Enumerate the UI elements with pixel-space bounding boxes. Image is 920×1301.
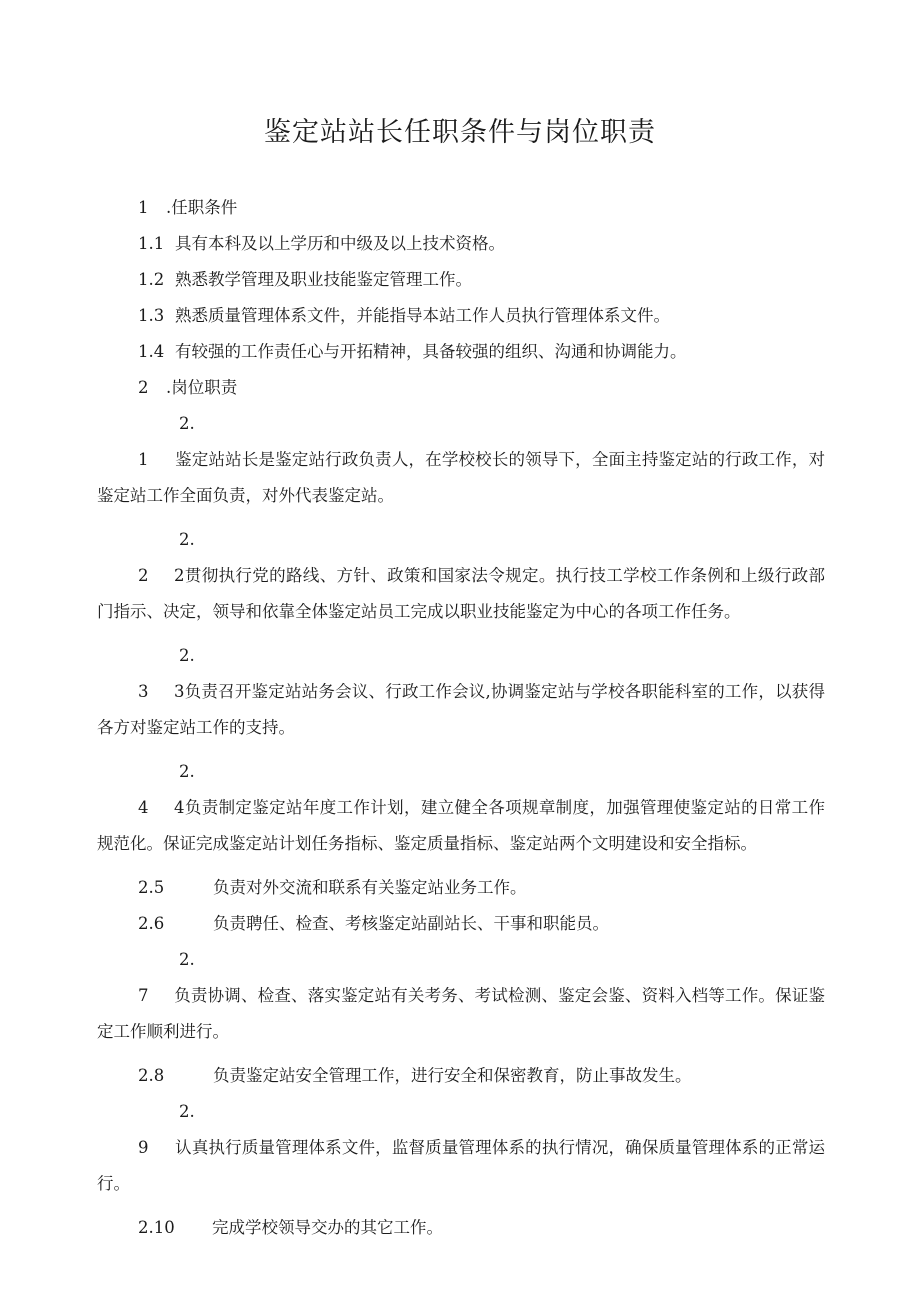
item-text: 4负责制定鉴定站年度工作计划，建立健全各项规章制度，加强管理使鉴定站的日常工作规范化。保证完成鉴定站计划任务指标、鉴定质量指标、鉴定站两个文明建设和安全指标。: [97, 798, 825, 853]
item-text: 认真执行质量管理体系文件，监督质量管理体系的执行情况，确保质量管理体系的正常运行。: [97, 1138, 825, 1193]
list-item: [97, 522, 825, 630]
item-text: 负责聘任、检查、考核鉴定站副站长、干事和职能员。: [213, 914, 609, 933]
item-number: 2.7: [138, 950, 195, 1005]
item-number: 2.9: [138, 1102, 195, 1157]
page-title: 鉴定站站长任职条件与岗位职责: [264, 117, 656, 148]
item-text: 完成学校领导交办的其它工作。: [212, 1218, 443, 1237]
section-heading-text: .任职条件: [166, 198, 238, 217]
list-item: [97, 298, 825, 334]
item-number: 2.5: [138, 878, 165, 897]
item-number: 1.3: [138, 306, 165, 325]
item-number: 2.1: [138, 414, 195, 469]
item-number: 1.4: [138, 342, 165, 361]
list-item: [97, 1094, 825, 1202]
list-item: [97, 226, 825, 262]
item-number: 1.1: [138, 234, 165, 253]
item-number: 2.4: [138, 762, 195, 817]
section-heading: [97, 190, 825, 226]
item-text: 2贯彻执行党的路线、方针、政策和国家法令规定。执行技工学校工作条例和上级行政部门指示、决定，领导和依靠全体鉴定站员工完成以职业技能鉴定为中心的各项工作任务。: [97, 566, 825, 621]
item-text: 有较强的工作责任心与开拓精神，具备较强的组织、沟通和协调能力。: [175, 342, 687, 361]
item-text: 鉴定站站长是鉴定站行政负责人，在学校校长的领导下，全面主持鉴定站的行政工作，对鉴定站工作全面负责，对外代表鉴定站。: [97, 450, 825, 505]
list-item: [97, 1058, 825, 1094]
list-item: [97, 334, 825, 370]
item-number: 1.2: [138, 270, 165, 289]
item-number: 2.6: [138, 914, 165, 933]
item-text: 负责协调、检查、落实鉴定站有关考务、考试检测、鉴定会鉴、资料入档等工作。保证鉴定工作顺利进行。: [97, 986, 825, 1041]
item-text: 熟悉质量管理体系文件，并能指导本站工作人员执行管理体系文件。: [175, 306, 670, 325]
list-item: [97, 262, 825, 298]
item-text: 负责对外交流和联系有关鉴定站业务工作。: [213, 878, 527, 897]
list-item: [97, 1210, 825, 1246]
section-heading-text: .岗位职责: [166, 378, 238, 397]
list-item: [97, 638, 825, 746]
list-item: [97, 906, 825, 942]
section-number: 1: [138, 198, 149, 217]
section-number: 2: [138, 378, 149, 397]
list-item: [97, 870, 825, 906]
section-heading: [97, 370, 825, 406]
list-item: [97, 942, 825, 1050]
item-text: 具有本科及以上学历和中级及以上技术资格。: [175, 234, 505, 253]
item-number: 2.8: [138, 1066, 165, 1085]
document-body: [97, 190, 825, 1246]
item-number: 2.3: [138, 646, 195, 701]
item-number: 2.10: [138, 1218, 175, 1237]
list-item: [97, 754, 825, 862]
item-text: 3负责召开鉴定站站务会议、行政工作会议,协调鉴定站与学校各职能科室的工作，以获得各方对鉴定站工作的支持。: [97, 682, 825, 737]
list-item: [97, 406, 825, 514]
item-number: 2.2: [138, 530, 195, 585]
item-text: 熟悉教学管理及职业技能鉴定管理工作。: [175, 270, 472, 289]
item-text: 负责鉴定站安全管理工作，进行安全和保密教育，防止事故发生。: [213, 1066, 692, 1085]
